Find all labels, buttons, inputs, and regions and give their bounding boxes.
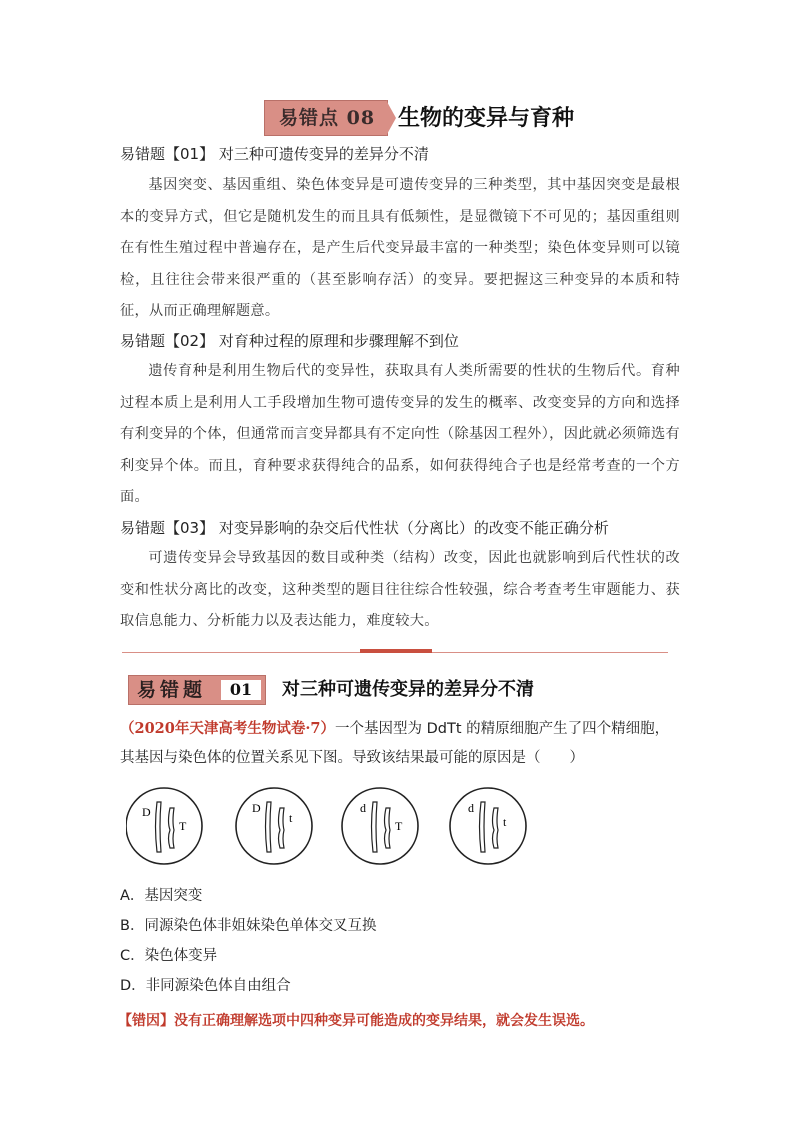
cell-1-right-gene: T [179, 819, 187, 833]
section-heading-3: 易错题【03】 对变异影响的杂交后代性状（分离比）的改变不能正确分析 [120, 519, 609, 537]
question-tag [128, 675, 266, 705]
cell-1 [126, 788, 202, 864]
section-heading-2: 易错题【02】 对育种过程的原理和步骤理解不到位 [120, 332, 459, 350]
option-c[interactable]: C．染色体变异 [120, 948, 218, 964]
question-tag-number: 01 [221, 680, 261, 700]
cell-3-left-gene: d [360, 801, 366, 815]
cell-2-left-gene: D [252, 801, 261, 815]
divider-accent [360, 649, 432, 653]
option-b[interactable]: B．同源染色体非姐妹染色单体交叉互换 [120, 918, 377, 934]
section-body-3: 可遗传变异会导致基因的数目或种类（结构）改变，因此也就影响到后代性状的改变和性状分离比的改变，这种类型的题目往往综合性较强，综合考查考生审题能力、获取信息能力、分析能力以及表达能力，难度较大。 [120, 550, 680, 629]
section-heading-1: 易错题【01】 对三种可遗传变异的差异分不清 [120, 145, 429, 163]
error-note: 【错因】没有正确理解选项中四种变异可能造成的变异结果，就会发生误选。 [118, 1013, 594, 1029]
question-stem [120, 714, 680, 773]
option-d[interactable]: D．非同源染色体自由组合 [120, 978, 291, 994]
cell-diagrams [126, 778, 546, 878]
question-stem-text: 一个基因型为 DdTt 的精原细胞产生了四个精细胞，其基因与染色体的位置关系见下图。导致该结果最可能的原因是（ ） [120, 721, 670, 766]
cell-2 [236, 788, 312, 864]
cell-3-right-gene: T [395, 819, 403, 833]
cell-4 [450, 788, 526, 864]
section-body-1: 基因突变、基因重组、染色体变异是可遗传变异的三种类型，其中基因突变是最根本的变异方式，但它是随机发生的而且具有低频性，是显微镜下不可见的；基因重组则在有性生殖过程中普遍存在，是产生后代变异最丰富的一种类型；染色体变异则可以镜检，且往往会带来很严重的（甚至影响存活）的变异。要把握这三种变异的本质和特征，从而正确理解题意。 [120, 177, 680, 319]
cell-4-right-gene: t [503, 815, 507, 829]
section-body-2: 遗传育种是利用生物后代的变异性，获取具有人类所需要的性状的生物后代。育种过程本质上是利用人工手段增加生物可遗传变异的发生的概率、改变变异的方向和选择有利变异的个体，但通常而言变异都具有不定向性（除基因工程外），因此就必须筛选有利变异个体。而且，育种要求获得纯合的品系，如何获得纯合子也是经常考查的一个方面。 [120, 363, 680, 505]
cell-2-right-gene: t [289, 811, 293, 825]
question-tag-label: 易错题 [137, 679, 207, 701]
option-a[interactable]: A．基因突变 [120, 888, 203, 904]
chapter-tag-arrow [386, 100, 396, 136]
cell-4-left-gene: d [468, 801, 474, 815]
cell-1-left-gene: D [142, 805, 151, 819]
question-title: 对三种可遗传变异的差异分不清 [282, 679, 534, 700]
cell-3 [342, 788, 418, 864]
chapter-title-text: 生物的变异与育种 [398, 105, 575, 131]
chapter-tag: 易错点 08 [264, 100, 388, 136]
question-source: （2020年天津高考生物试卷·7） [120, 720, 335, 737]
